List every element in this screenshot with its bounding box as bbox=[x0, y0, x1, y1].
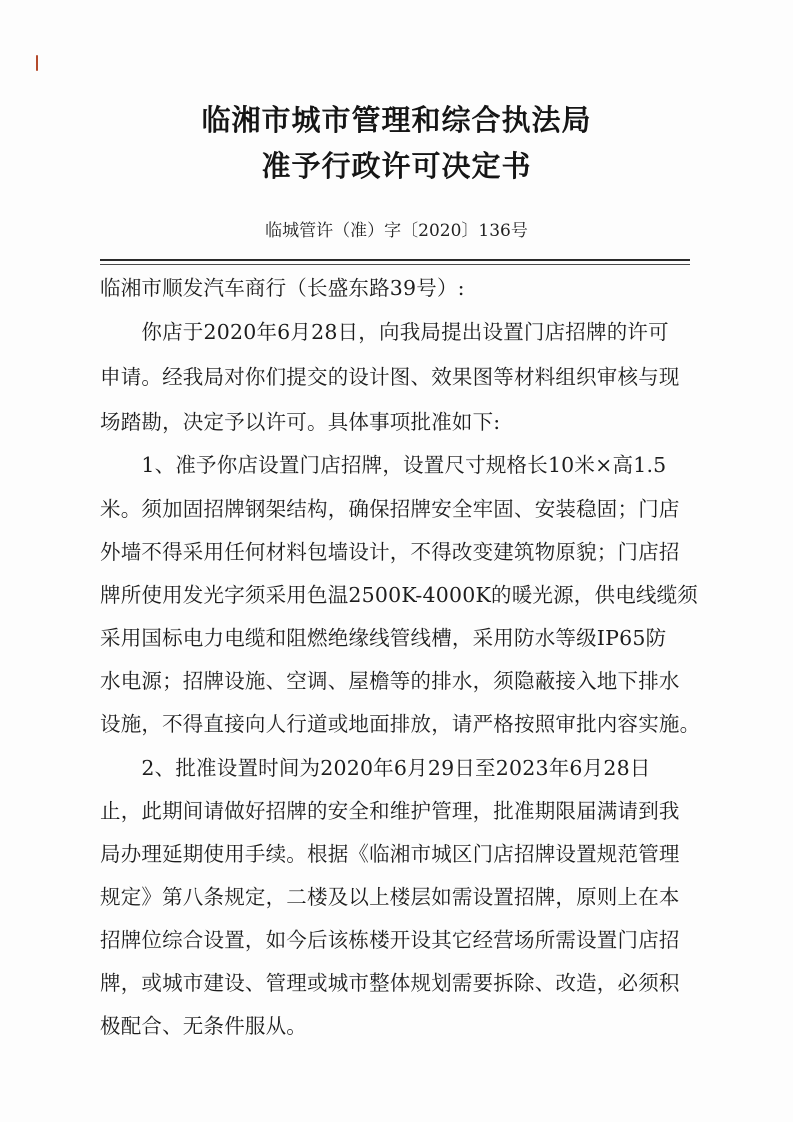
body-line: 2、批准设置时间为2020年6月29日至2023年6月28日 bbox=[100, 756, 651, 780]
body-line: 申请。经我局对你们提交的设计图、效果图等材料组织审核与现 bbox=[100, 365, 680, 389]
body-line: 极配合、无条件服从。 bbox=[100, 1014, 307, 1038]
header-divider-thin bbox=[100, 264, 690, 265]
body-line: 外墙不得采用任何材料包墙设计，不得改变建筑物原貌；门店招 bbox=[100, 540, 680, 564]
recipient-line: 临湘市顺发汽车商行（长盛东路39号）: bbox=[100, 276, 465, 300]
body-line: 采用国标电力电缆和阻燃绝缘线管线槽，采用防水等级IP65防 bbox=[100, 626, 667, 650]
document-number: 临城管许（准）字〔2020〕136号 bbox=[265, 221, 528, 241]
body-line: 设施，不得直接向人行道或地面排放，请严格按照审批内容实施。 bbox=[100, 712, 701, 736]
body-line: 米。须加固招牌钢架结构，确保招牌安全牢固、安装稳固；门店 bbox=[100, 497, 680, 521]
body-line: 你店于2020年6月28日，向我局提出设置门店招牌的许可 bbox=[100, 320, 669, 344]
body-line: 牌，或城市建设、管理或城市整体规划需要拆除、改造，必须积 bbox=[100, 971, 680, 995]
body-line: 场踏勘，决定予以许可。具体事项批准如下: bbox=[100, 410, 501, 434]
body-line: 牌所使用发光字须采用色温2500K-4000K的暖光源，供电线缆须 bbox=[100, 583, 699, 607]
body-line: 局办理延期使用手续。根据《临湘市城区门店招牌设置规范管理 bbox=[100, 842, 680, 866]
body-line: 规定》第八条规定，二楼及以上楼层如需设置招牌，原则上在本 bbox=[100, 885, 680, 909]
body-line: 1、准予你店设置门店招牌，设置尺寸规格长10米×高1.5 bbox=[100, 453, 667, 477]
body-line: 止，此期间请做好招牌的安全和维护管理，批准期限届满请到我 bbox=[100, 799, 680, 823]
document-title: 准予行政许可决定书 bbox=[261, 149, 532, 183]
body-line: 招牌位综合设置，如今后该栋楼开设其它经营场所需设置门店招 bbox=[100, 928, 680, 952]
body-line: 水电源；招牌设施、空调、屋檐等的排水，须隐蔽接入地下排水 bbox=[100, 669, 680, 693]
header-divider bbox=[100, 259, 690, 261]
issuer-title: 临湘市城市管理和综合执法局 bbox=[201, 103, 592, 137]
margin-mark bbox=[36, 55, 38, 71]
